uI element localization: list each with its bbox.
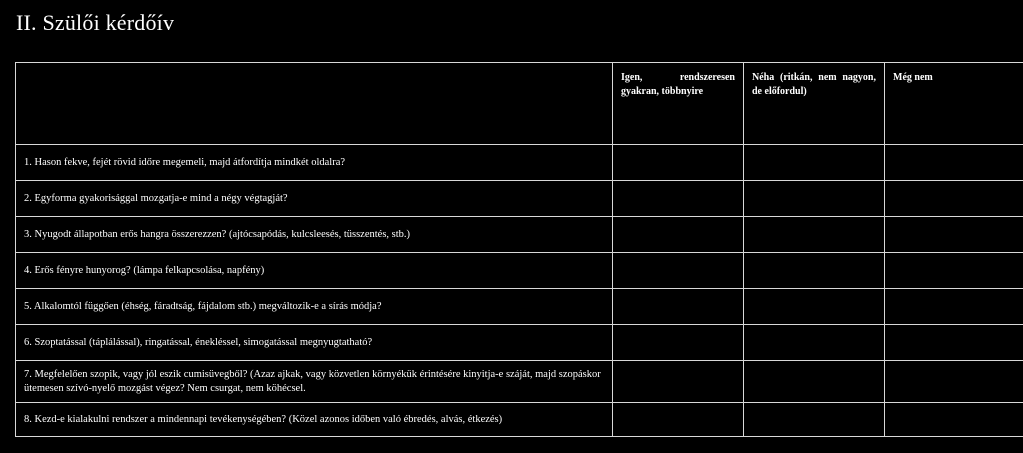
answer-cell-not-yet[interactable] xyxy=(885,403,1023,437)
table-row xyxy=(16,289,1023,325)
answer-cell-sometimes[interactable] xyxy=(744,253,885,289)
question-text: 2. Egyforma gyakorisággal mozgatja-e mind a négy végtagját? xyxy=(16,181,613,217)
answer-cell-sometimes[interactable] xyxy=(744,403,885,437)
question-text: 8. Kezd-e kialakulni rendszer a mindennapi tevékenységében? (Közel azonos időben való ébredés, alvás, étkezés) xyxy=(16,403,613,437)
answer-cell-often[interactable] xyxy=(613,145,744,181)
table-row xyxy=(16,403,1023,437)
answer-cell-often[interactable] xyxy=(613,253,744,289)
answer-cell-sometimes[interactable] xyxy=(744,361,885,403)
header-question-cell xyxy=(16,63,613,145)
header-row xyxy=(16,63,1023,145)
answer-cell-not-yet[interactable] xyxy=(885,253,1023,289)
column-header-sometimes: Néha (ritkán, nem nagyon, de előfordul) xyxy=(744,63,885,145)
questionnaire-table xyxy=(15,62,1023,437)
table-row xyxy=(16,217,1023,253)
column-header-not-yet: Még nem xyxy=(885,63,1023,145)
answer-cell-often[interactable] xyxy=(613,361,744,403)
answer-cell-sometimes[interactable] xyxy=(744,325,885,361)
question-text: 5. Alkalomtól függően (éhség, fáradtság, fájdalom stb.) megváltozik-e a sírás módja? xyxy=(16,289,613,325)
question-text: 7. Megfelelően szopik, vagy jól eszik cumisüvegből? (Azaz ajkak, vagy közvetlen környékük érintésére kinyitja-e száját, majd szopáskor ütemesen szívó-nyelő mozgást végez? Nem csurgat, nem köhécsel. xyxy=(16,361,613,403)
answer-cell-not-yet[interactable] xyxy=(885,181,1023,217)
table-row xyxy=(16,253,1023,289)
question-text: 3. Nyugodt állapotban erős hangra összerezzen? (ajtócsapódás, kulcsleesés, tüsszentés, stb.) xyxy=(16,217,613,253)
table-row xyxy=(16,361,1023,403)
table-row xyxy=(16,181,1023,217)
answer-cell-sometimes[interactable] xyxy=(744,217,885,253)
question-text: 4. Erős fényre hunyorog? (lámpa felkapcsolása, napfény) xyxy=(16,253,613,289)
answer-cell-often[interactable] xyxy=(613,325,744,361)
table-row xyxy=(16,325,1023,361)
answer-cell-often[interactable] xyxy=(613,217,744,253)
question-text: 1. Hason fekve, fejét rövid időre megemeli, majd átfordítja mindkét oldalra? xyxy=(16,145,613,181)
answer-cell-sometimes[interactable] xyxy=(744,289,885,325)
answer-cell-not-yet[interactable] xyxy=(885,289,1023,325)
answer-cell-not-yet[interactable] xyxy=(885,361,1023,403)
answer-cell-not-yet[interactable] xyxy=(885,325,1023,361)
question-text: 6. Szoptatással (táplálással), ringatással, énekléssel, simogatással megnyugtatható? xyxy=(16,325,613,361)
answer-cell-often[interactable] xyxy=(613,403,744,437)
table-row xyxy=(16,145,1023,181)
answer-cell-often[interactable] xyxy=(613,289,744,325)
answer-cell-sometimes[interactable] xyxy=(744,181,885,217)
column-header-often: Igen, rendszeresen gyakran, többnyire xyxy=(613,63,744,145)
answer-cell-often[interactable] xyxy=(613,181,744,217)
page-title: II. Szülői kérdőív xyxy=(16,10,175,35)
answer-cell-not-yet[interactable] xyxy=(885,145,1023,181)
answer-cell-not-yet[interactable] xyxy=(885,217,1023,253)
answer-cell-sometimes[interactable] xyxy=(744,145,885,181)
